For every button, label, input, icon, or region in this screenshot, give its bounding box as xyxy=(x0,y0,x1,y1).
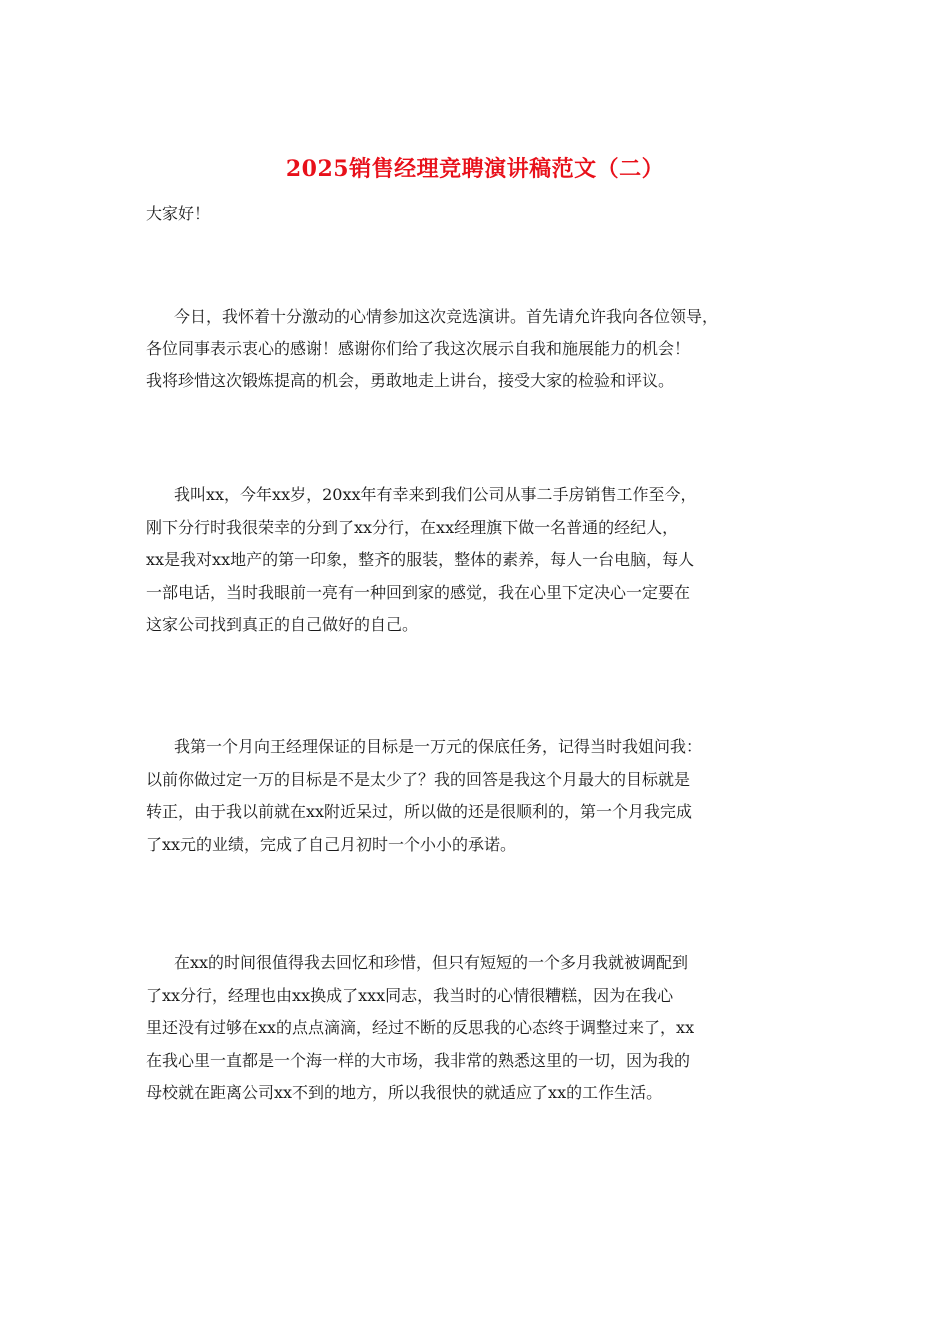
paragraph-line: 我第一个月向王经理保证的目标是一万元的保底任务，记得当时我姐问我： xyxy=(174,737,703,756)
paragraph-line: 今日，我怀着十分激动的心情参加这次竞选演讲。首先请允许我向各位领导， xyxy=(174,307,719,326)
paragraph xyxy=(146,947,846,1110)
paragraph-line: 我叫xx，今年xx岁，20xx年有幸来到我们公司从事二手房销售工作至今， xyxy=(174,485,697,504)
greeting-text: 大家好！ xyxy=(146,204,211,223)
paragraph-line: 在我心里一直都是一个海一样的大市场，我非常的熟悉这里的一切，因为我的 xyxy=(146,1050,691,1070)
paragraph-line: 一部电话，当时我眼前一亮有一种回到家的感觉，我在心里下定决心一定要在 xyxy=(146,582,691,602)
paragraph xyxy=(146,301,846,397)
paragraph xyxy=(146,479,846,642)
paragraph-line: 各位同事表示衷心的感谢！感谢你们给了我这次展示自我和施展能力的机会！ xyxy=(146,339,691,358)
paragraph xyxy=(146,731,846,861)
paragraph-line: 我将珍惜这次锻炼提高的机会，勇敢地走上讲台，接受大家的检验和评议。 xyxy=(146,371,675,390)
paragraph-line: 了xx元的业绩，完成了自己月初时一个小小的承诺。 xyxy=(146,834,517,854)
paragraph-line: 在xx的时间很值得我去回忆和珍惜，但只有短短的一个多月我就被调配到 xyxy=(174,953,689,972)
paragraph-line: 了xx分行，经理也由xx换成了xxx同志，我当时的心情很糟糕，因为在我心 xyxy=(146,985,674,1005)
paragraph-line: 母校就在距离公司xx不到的地方，所以我很快的就适应了xx的工作生活。 xyxy=(146,1083,663,1103)
paragraph-line: xx是我对xx地产的第一印象，整齐的服装，整体的素养，每人一台电脑，每人 xyxy=(146,550,695,570)
paragraph-line: 里还没有过够在xx的点点滴滴，经过不断的反思我的心态终于调整过来了，xx xyxy=(146,1018,695,1038)
paragraph-line: 刚下分行时我很荣幸的分到了xx分行，在xx经理旗下做一名普通的经纪人， xyxy=(146,517,679,537)
paragraph-line: 这家公司找到真正的自己做好的自己。 xyxy=(146,615,419,635)
paragraph-line: 转正，由于我以前就在xx附近呆过，所以做的还是很顺利的，第一个月我完成 xyxy=(146,802,693,822)
paragraph-line: 以前你做过定一万的目标是不是太少了？我的回答是我这个月最大的目标就是 xyxy=(146,769,691,789)
page-title: 2025销售经理竞聘演讲稿范文（二） xyxy=(285,156,665,182)
